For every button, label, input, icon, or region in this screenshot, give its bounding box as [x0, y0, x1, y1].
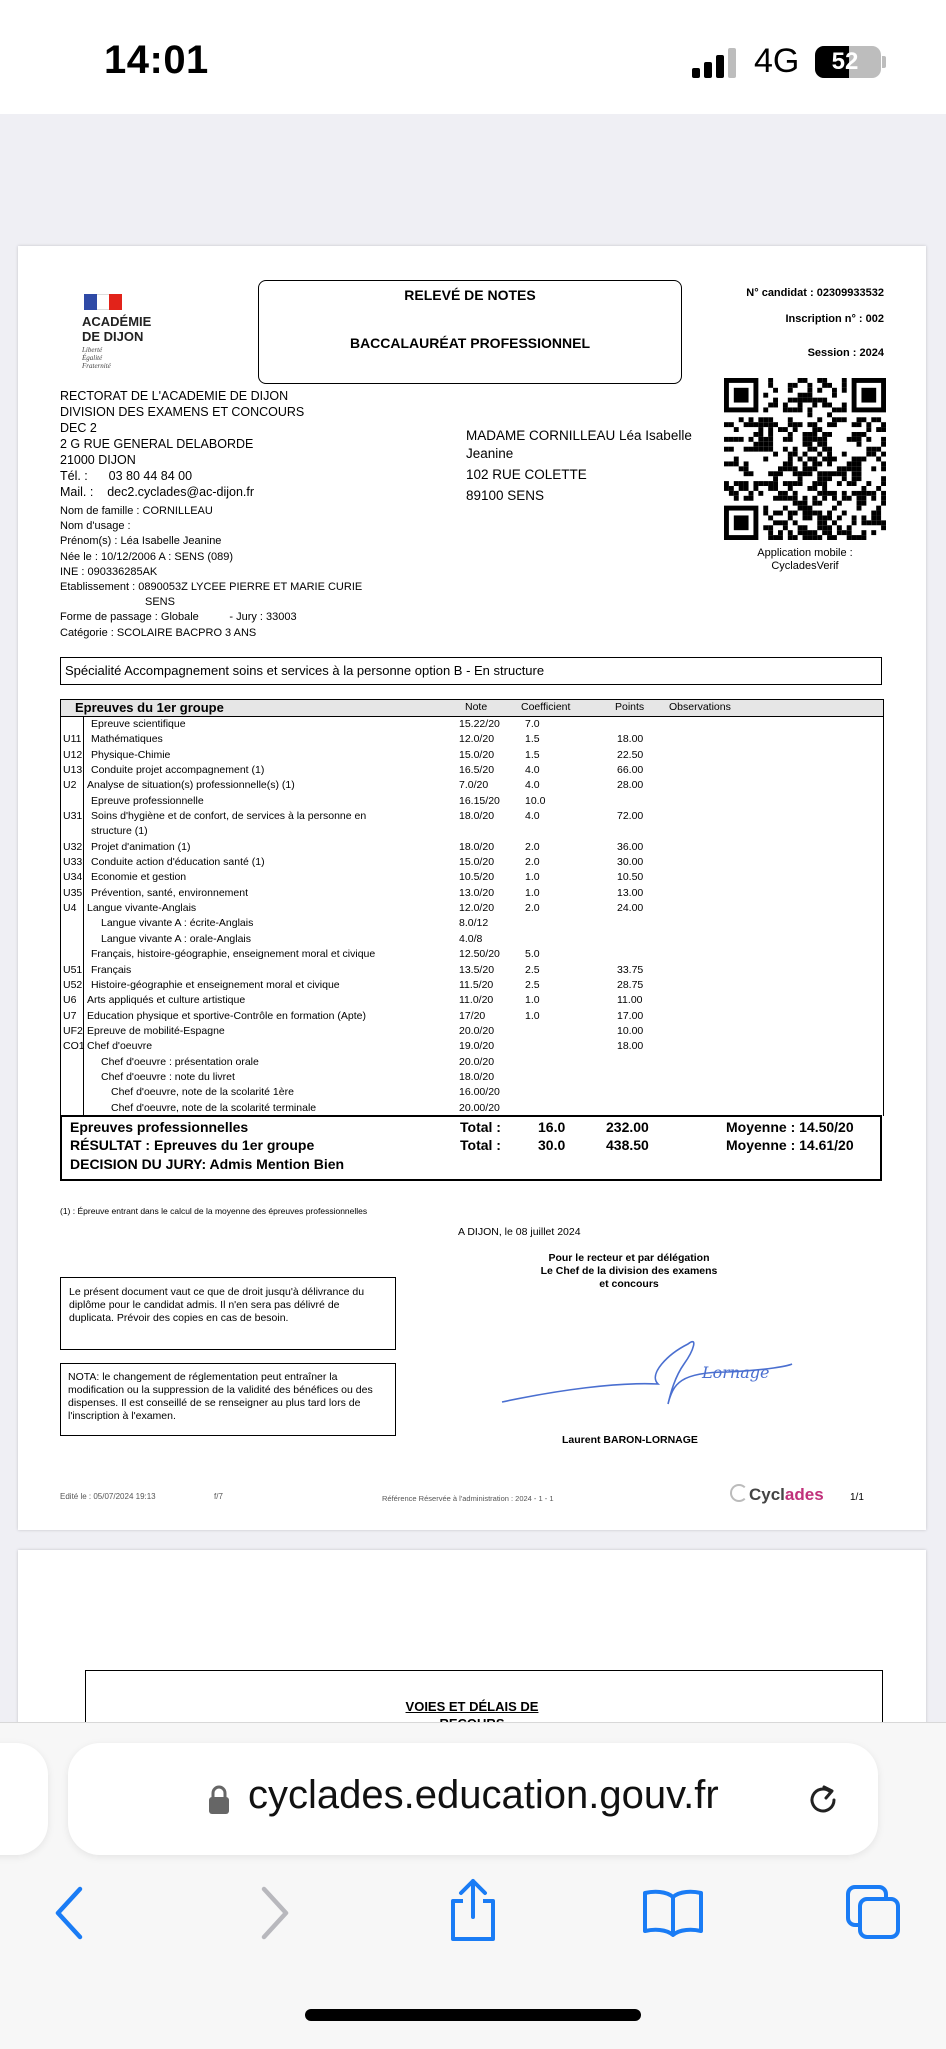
candidate-number: N° candidat : 02309933532 — [746, 287, 884, 299]
grade-row — [61, 732, 883, 747]
grade-label: Epreuve de mobilité-Espagne — [87, 1024, 225, 1037]
totals-box — [60, 1115, 882, 1181]
document-title: RELEVÉ DE NOTES — [404, 287, 536, 303]
motto-3: Fraternité — [82, 362, 111, 370]
grade-code: UF2 — [63, 1024, 83, 1037]
academy-logo — [82, 314, 151, 344]
grade-points: 28.75 — [617, 978, 644, 991]
motto-2: Égalité — [82, 354, 103, 362]
grade-note: 18.0/20 — [459, 810, 495, 823]
grade-points: 36.00 — [617, 840, 644, 853]
qr-code[interactable] — [724, 378, 886, 540]
grade-row — [61, 1101, 883, 1116]
grade-code: CO1 — [63, 1040, 85, 1053]
delegation-line: Pour le recteur et par délégation — [548, 1252, 710, 1264]
edited-code: f/7 — [214, 1492, 223, 1501]
url-text[interactable]: cyclades.education.gouv.fr — [248, 1773, 719, 1817]
grade-coefficient: 4.0 — [525, 779, 540, 792]
grade-row — [61, 1024, 883, 1039]
grade-label: structure (1) — [91, 825, 148, 838]
grade-row — [61, 947, 883, 962]
grade-coefficient: 2.0 — [525, 840, 540, 853]
grade-code: U35 — [63, 886, 83, 899]
grade-note: 7.0/20 — [459, 779, 489, 792]
grade-row — [61, 932, 883, 947]
registration-number: Inscription n° : 002 — [785, 313, 884, 325]
grade-note: 15.22/20 — [459, 718, 500, 730]
grade-coefficient: 1.5 — [525, 733, 540, 746]
grade-code: U13 — [63, 764, 83, 777]
qr-caption — [724, 547, 886, 573]
grade-label: Epreuve scientifique — [91, 718, 186, 730]
grade-coefficient: 2.0 — [525, 902, 540, 915]
grade-row — [61, 840, 883, 855]
status-time: 14:01 — [104, 38, 209, 82]
grade-note: 15.0/20 — [459, 748, 495, 761]
grade-label: Chef d'oeuvre — [87, 1040, 153, 1053]
grade-coefficient: 2.0 — [525, 856, 540, 869]
grade-points: 10.50 — [617, 871, 644, 884]
grade-points: 17.00 — [617, 1009, 644, 1022]
grade-points: 24.00 — [617, 902, 644, 915]
grade-label: Français, histoire-géographie, enseignement moral et civique — [91, 948, 376, 961]
candidate-line: Nom d'usage : — [60, 520, 131, 533]
footnote: (1) : Épreuve entrant dans le calcul de la moyenne des épreuves professionnelles — [60, 1206, 368, 1216]
grade-row — [61, 778, 883, 793]
regulation-notice: NOTA: le changement de réglementation peut entraîner la modification ou la suppression de la validité des bénéfices ou des dispenses. Il est conseillé de se renseigner au plus tard lors de l'inscription à l'examen. — [60, 1363, 396, 1436]
grade-row — [61, 978, 883, 993]
grade-coefficient: 1.0 — [525, 871, 540, 884]
motto-1: Liberté — [82, 346, 103, 354]
grade-note: 17/20 — [459, 1009, 486, 1022]
grade-note: 20.0/20 — [459, 1024, 495, 1037]
browser-toolbar — [0, 1722, 946, 2049]
grade-label: Français — [91, 963, 132, 976]
grade-code: U32 — [63, 840, 83, 853]
grade-points: 10.00 — [617, 1024, 644, 1037]
grade-points: 18.00 — [617, 1040, 644, 1053]
grades-table — [60, 699, 884, 1116]
grade-note: 12.0/20 — [459, 902, 495, 915]
grade-label: Langue vivante A : orale-Anglais — [101, 932, 252, 945]
candidate-line: Nom de famille : CORNILLEAU — [60, 505, 213, 517]
result-label: RÉSULTAT : Epreuves du 1er groupe — [70, 1137, 315, 1153]
candidate-line: Forme de passage : Globale - Jury : 33003 — [60, 611, 297, 624]
logo-motto — [82, 346, 111, 370]
grade-points: 28.00 — [617, 779, 644, 792]
grade-note: 18.0/20 — [459, 840, 495, 853]
signatory-name: Laurent BARON-LORNAGE — [562, 1434, 698, 1446]
grade-coefficient: 7.0 — [525, 718, 540, 730]
grade-code: U11 — [63, 733, 82, 746]
recipient-line: MADAME CORNILLEAU Léa Isabelle — [466, 428, 692, 443]
grade-note: 16.00/20 — [459, 1086, 500, 1099]
pro-average: Moyenne : 14.50/20 — [726, 1119, 854, 1135]
grade-coefficient: 10.0 — [525, 794, 546, 807]
address-bar[interactable] — [68, 1743, 878, 1855]
republic-flag-logo — [84, 294, 122, 310]
signal-icon — [692, 48, 742, 78]
logo-line-1: ACADÉMIE — [82, 314, 152, 329]
sender-line: 21000 DIJON — [60, 453, 136, 467]
grade-row — [61, 1055, 883, 1070]
battery-level: 52 — [831, 48, 859, 75]
result-total-label: Total : — [460, 1137, 501, 1153]
grade-label: Mathématiques — [91, 733, 163, 746]
grade-code: U4 — [63, 902, 77, 915]
grade-note: 13.0/20 — [459, 886, 495, 899]
edited-date: Edité le : 05/07/2024 19:13 — [60, 1492, 156, 1501]
sender-line: Tél. : 03 80 44 84 00 — [60, 469, 193, 483]
recipient-address — [466, 428, 692, 506]
grade-note: 13.5/20 — [459, 963, 495, 976]
grade-code: U31 — [63, 810, 83, 823]
grade-note: 18.0/20 — [459, 1070, 495, 1083]
grade-points: 33.75 — [617, 963, 644, 976]
sender-line: DIVISION DES EXAMENS ET CONCOURS — [60, 405, 305, 419]
grade-row — [61, 870, 883, 885]
grade-label: Chef d'oeuvre, note de la scolarité terminale — [111, 1101, 317, 1114]
cyclades-logo — [730, 1484, 824, 1505]
grade-note: 19.0/20 — [459, 1040, 495, 1053]
grade-coefficient: 2.5 — [525, 963, 540, 976]
recipient-line: Jeanine — [466, 446, 514, 461]
reload-icon[interactable] — [804, 1781, 842, 1819]
result-average: Moyenne : 14.61/20 — [726, 1137, 854, 1153]
grade-note: 10.5/20 — [459, 871, 495, 884]
brand-part-b: ades — [784, 1485, 824, 1504]
grade-label: Chef d'oeuvre : présentation orale — [101, 1055, 259, 1068]
pro-label: Epreuves professionnelles — [70, 1119, 249, 1135]
grade-note: 16.15/20 — [459, 794, 500, 807]
grade-note: 4.0/8 — [459, 932, 483, 945]
grade-note: 11.5/20 — [459, 978, 494, 991]
candidate-line: Née le : 10/12/2006 A : SENS (089) — [60, 550, 234, 563]
grade-label: Conduite projet accompagnement (1) — [91, 764, 265, 777]
grade-note: 12.50/20 — [459, 948, 500, 961]
grade-label: Langue vivante-Anglais — [87, 902, 197, 915]
candidate-line: Prénom(s) : Léa Isabelle Jeanine — [60, 535, 222, 548]
grade-points: 11.00 — [617, 994, 643, 1007]
battery-icon — [815, 46, 881, 78]
share-icon[interactable] — [447, 1877, 499, 1943]
grade-row — [61, 717, 883, 732]
sender-line: Mail. : dec2.cyclades@ac-dijon.fr — [60, 485, 255, 499]
grade-note: 12.0/20 — [459, 733, 495, 746]
grade-label: Projet d'animation (1) — [91, 840, 191, 853]
home-indicator[interactable] — [305, 2009, 641, 2021]
grade-coefficient: 2.5 — [525, 978, 540, 991]
grade-note: 20.0/20 — [459, 1055, 495, 1068]
grade-row — [61, 1039, 883, 1054]
grade-row — [61, 763, 883, 778]
grade-code: U52 — [63, 978, 83, 991]
sender-line: RECTORAT DE L'ACADEMIE DE DIJON — [60, 389, 289, 403]
grade-points: 22.50 — [617, 748, 644, 761]
grade-points: 18.00 — [617, 733, 644, 746]
grade-coefficient: 1.0 — [525, 1009, 540, 1022]
recourse-heading-line: VOIES ET DÉLAIS DE — [405, 1699, 539, 1714]
grade-points: 30.00 — [617, 856, 644, 869]
grade-row — [61, 824, 883, 839]
header-note: Note — [465, 701, 488, 713]
grade-label: Chef d'oeuvre : note du livret — [101, 1070, 235, 1083]
place-date: A DIJON, le 08 juillet 2024 — [458, 1226, 581, 1238]
grade-note: 20.00/20 — [459, 1101, 500, 1114]
grade-row — [61, 886, 883, 901]
grade-code: U34 — [63, 871, 83, 884]
grade-label: Analyse de situation(s) professionnelle(s) (1) — [87, 779, 295, 792]
grade-label: Epreuve professionnelle — [91, 794, 204, 807]
grade-label: Prévention, santé, environnement — [91, 886, 249, 899]
grade-coefficient: 4.0 — [525, 764, 540, 777]
sender-line: DEC 2 — [60, 421, 97, 435]
header-observations: Observations — [669, 701, 731, 713]
grades-header — [61, 700, 883, 717]
grade-label: Chef d'oeuvre, note de la scolarité 1ère — [111, 1086, 294, 1099]
grade-points: 66.00 — [617, 764, 644, 777]
grade-points: 13.00 — [617, 886, 644, 899]
delegation — [526, 1252, 732, 1291]
grade-row — [61, 794, 883, 809]
grade-row — [61, 901, 883, 916]
candidate-line: Catégorie : SCOLAIRE BACPRO 3 ANS — [60, 626, 257, 639]
pro-coef: 16.0 — [538, 1119, 566, 1135]
recipient-line: 102 RUE COLETTE — [466, 467, 587, 482]
grade-row — [61, 993, 883, 1008]
grade-coefficient: 1.5 — [525, 748, 540, 761]
cyclades-swirl-icon — [730, 1484, 748, 1502]
recipient-line: 89100 SENS — [466, 488, 545, 503]
sender-address — [60, 388, 304, 500]
grade-label: Histoire-géographie et enseignement moral et civique — [91, 978, 340, 991]
pro-points: 232.00 — [606, 1119, 649, 1135]
speciality-box: Spécialité Accompagnement soins et services à la personne option B - En structure — [60, 657, 882, 685]
header-coef: Coefficient — [521, 701, 571, 713]
candidate-line: INE : 090336285AK — [60, 565, 158, 578]
validity-notice: Le présent document vaut ce que de droit jusqu'à délivrance du diplôme pour le candidat admis. Il n'en sera pas délivré de duplicata. Prévoir des copies en cas de besoin. — [60, 1277, 396, 1350]
header-epreuve: Epreuves du 1er groupe — [75, 700, 224, 715]
grade-note: 16.5/20 — [459, 764, 495, 777]
status-bar — [0, 0, 946, 114]
grade-coefficient: 5.0 — [525, 948, 540, 961]
delegation-line: Le Chef de la division des examens — [540, 1265, 718, 1277]
document-subtitle: BACCALAURÉAT PROFESSIONNEL — [349, 335, 591, 351]
grade-label: Soins d'hygiène et de confort, de services à la personne en — [91, 810, 367, 823]
previous-tab-pill[interactable] — [0, 1743, 48, 1855]
title-box — [258, 280, 682, 384]
grade-points: 72.00 — [617, 810, 644, 823]
grade-label: Physique-Chimie — [91, 748, 171, 761]
session: Session : 2024 — [807, 347, 884, 359]
header-points: Points — [615, 701, 645, 713]
grade-row — [61, 809, 883, 824]
grade-coefficient: 1.0 — [525, 994, 540, 1007]
grade-code: U12 — [63, 748, 83, 761]
grade-coefficient: 1.0 — [525, 886, 540, 899]
grade-label: Conduite action d'éducation santé (1) — [91, 856, 265, 869]
qr-caption-line: CycladesVerif — [771, 560, 839, 572]
grade-code: U6 — [63, 994, 77, 1007]
grade-label: Economie et gestion — [91, 871, 187, 884]
grade-row — [61, 748, 883, 763]
admin-reference: Référence Réservée à l'administration : 2024 - 1 - 1 — [382, 1494, 554, 1503]
qr-caption-line: Application mobile : — [757, 547, 853, 559]
pro-total-label: Total : — [460, 1119, 501, 1135]
grade-code: U7 — [63, 1009, 77, 1022]
grade-row — [61, 855, 883, 870]
result-points: 438.50 — [606, 1137, 649, 1153]
book-icon[interactable] — [642, 1887, 704, 1937]
grade-code: U51 — [63, 963, 83, 976]
candidate-line: SENS — [145, 596, 175, 609]
candidate-info — [60, 504, 362, 641]
grade-row — [61, 916, 883, 931]
page-number: 1/1 — [850, 1492, 864, 1503]
signature — [498, 1314, 798, 1414]
jury-decision: DECISION DU JURY: Admis Mention Bien — [70, 1156, 345, 1172]
table-column-divider — [83, 717, 84, 1116]
forward-icon[interactable] — [258, 1885, 292, 1941]
logo-line-2: DE DIJON — [82, 329, 144, 344]
document-page — [18, 246, 926, 1530]
brand-part-a: Cycl — [749, 1485, 785, 1504]
grade-row — [61, 963, 883, 978]
result-coef: 30.0 — [538, 1137, 566, 1153]
grade-label: Arts appliqués et culture artistique — [87, 994, 246, 1007]
lock-icon — [208, 1785, 230, 1815]
network-type: 4G — [754, 42, 800, 80]
grade-row — [61, 1009, 883, 1024]
grade-label: Langue vivante A : écrite-Anglais — [101, 917, 254, 930]
tabs-icon[interactable] — [844, 1883, 902, 1941]
grade-note: 15.0/20 — [459, 856, 495, 869]
back-icon[interactable] — [52, 1885, 86, 1941]
grade-coefficient: 4.0 — [525, 810, 540, 823]
grade-row — [61, 1085, 883, 1100]
delegation-line: et concours — [599, 1278, 659, 1290]
grade-note: 8.0/12 — [459, 917, 489, 930]
grade-row — [61, 1070, 883, 1085]
grade-label: Education physique et sportive-Contrôle en formation (Apte) — [87, 1009, 366, 1022]
signature-script: Lornage — [702, 1363, 770, 1382]
grade-code: U33 — [63, 856, 83, 869]
battery-cap — [882, 56, 886, 68]
candidate-line: Etablissement : 0890053Z LYCEE PIERRE ET MARIE CURIE — [60, 581, 363, 594]
sender-line: 2 G RUE GENERAL DELABORDE — [60, 437, 254, 451]
grade-code: U2 — [63, 779, 77, 792]
grade-note: 11.0/20 — [459, 994, 494, 1007]
